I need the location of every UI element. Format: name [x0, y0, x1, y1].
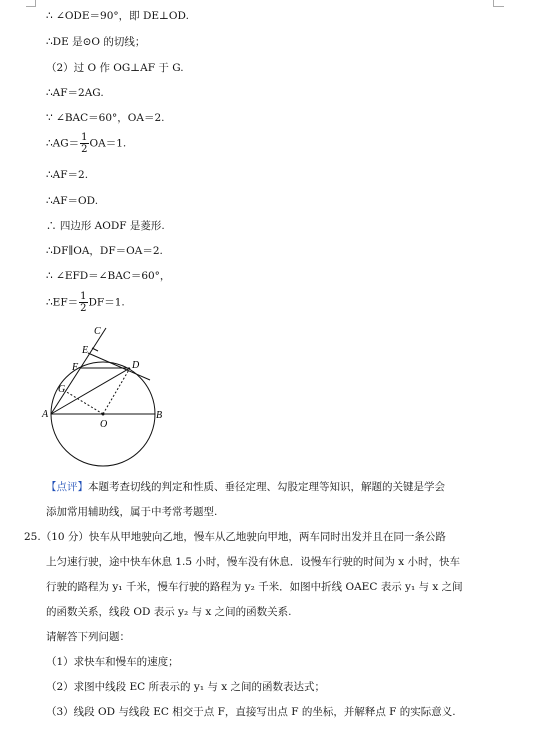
solution-line: ∴ ∠ODE＝90°，即 DE⊥OD.	[46, 10, 189, 22]
question-line: 行驶的路程为 y₁ 千米，慢车行驶的路程为 y₂ 千米．如图中折线 OAEC 表示 y₁ 与 x 之间	[46, 581, 463, 593]
question-line: 上匀速行驶，途中快车休息 1.5 小时，慢车没有休息．设慢车行驶的时间为 x 小时，快车	[46, 556, 460, 568]
fraction-prefix: ∴AG＝	[46, 137, 80, 150]
label-f: F	[72, 362, 79, 373]
page-corner-mark-left	[26, 0, 36, 7]
fraction	[79, 291, 87, 314]
ray-ac	[51, 328, 106, 414]
comment-line-2: 添加常用辅助线，属于中考常考题型.	[46, 506, 218, 518]
solution-line-fraction	[46, 132, 126, 155]
label-o: O	[100, 419, 108, 430]
fraction-numerator: 1	[80, 291, 87, 302]
question-line: 25.（10 分）快车从甲地驶向乙地，慢车从乙地驶向甲地，两车同时出发并且在同一条公路	[24, 531, 446, 543]
label-g: G	[58, 384, 66, 395]
label-a: A	[42, 409, 49, 420]
solution-line-fraction	[46, 291, 125, 314]
right-angle-mark	[92, 348, 98, 351]
solution-line: ∴AF＝2AG.	[46, 87, 104, 99]
fraction-suffix: DF＝1.	[88, 296, 125, 309]
sub-question-3: （3）线段 OD 与线段 EC 相交于点 F，直接写出点 F 的坐标，并解释点 F 的实际意义.	[46, 706, 456, 718]
tangent-line-de	[88, 353, 150, 380]
fraction-suffix: OA＝1.	[89, 137, 127, 150]
center-o-dot	[102, 413, 105, 416]
sub-question-2: （2）求图中线段 EC 所表示的 y₁ 与 x 之间的函数表达式；	[46, 681, 325, 693]
comment-tag: 【点评】	[46, 481, 88, 493]
solution-line: （2）过 O 作 OG⊥AF 于 G.	[46, 62, 184, 74]
solution-line: ∴AF＝OD.	[46, 195, 99, 207]
comment-text: 本题考查切线的判定和性质、垂径定理、勾股定理等知识，解题的关键是学会	[88, 481, 445, 493]
fraction-denominator: 2	[80, 303, 87, 314]
solution-line: ∴ 四边形 AODF 是菱形.	[46, 220, 165, 232]
solution-line: ∴DF∥OA，DF＝OA＝2.	[46, 245, 163, 257]
solution-line: ∴AF＝2.	[46, 169, 89, 181]
label-b: B	[156, 410, 163, 421]
geometry-figure	[36, 322, 176, 472]
page-corner-mark-right	[493, 0, 504, 7]
question-prompt: 请解答下列问题：	[46, 631, 130, 643]
solution-line: ∴ ∠EFD＝∠BAC＝60°，	[46, 270, 171, 282]
fraction-denominator: 2	[81, 144, 88, 155]
comment-line-1	[46, 480, 445, 494]
sub-question-1: （1）求快车和慢车的速度；	[46, 656, 179, 668]
solution-line: ∵ ∠BAC＝60°，OA＝2.	[46, 112, 165, 124]
solution-line: ∴DE 是⊙O 的切线；	[46, 36, 146, 48]
label-c: C	[94, 326, 101, 337]
label-d: D	[132, 360, 140, 371]
question-line: 的函数关系，线段 OD 表示 y₂ 与 x 之间的函数关系.	[46, 606, 292, 618]
fraction	[80, 132, 88, 155]
fraction-numerator: 1	[81, 132, 88, 143]
label-e: E	[82, 345, 89, 356]
segment-od	[103, 368, 130, 414]
fraction-prefix: ∴EF＝	[46, 296, 79, 309]
